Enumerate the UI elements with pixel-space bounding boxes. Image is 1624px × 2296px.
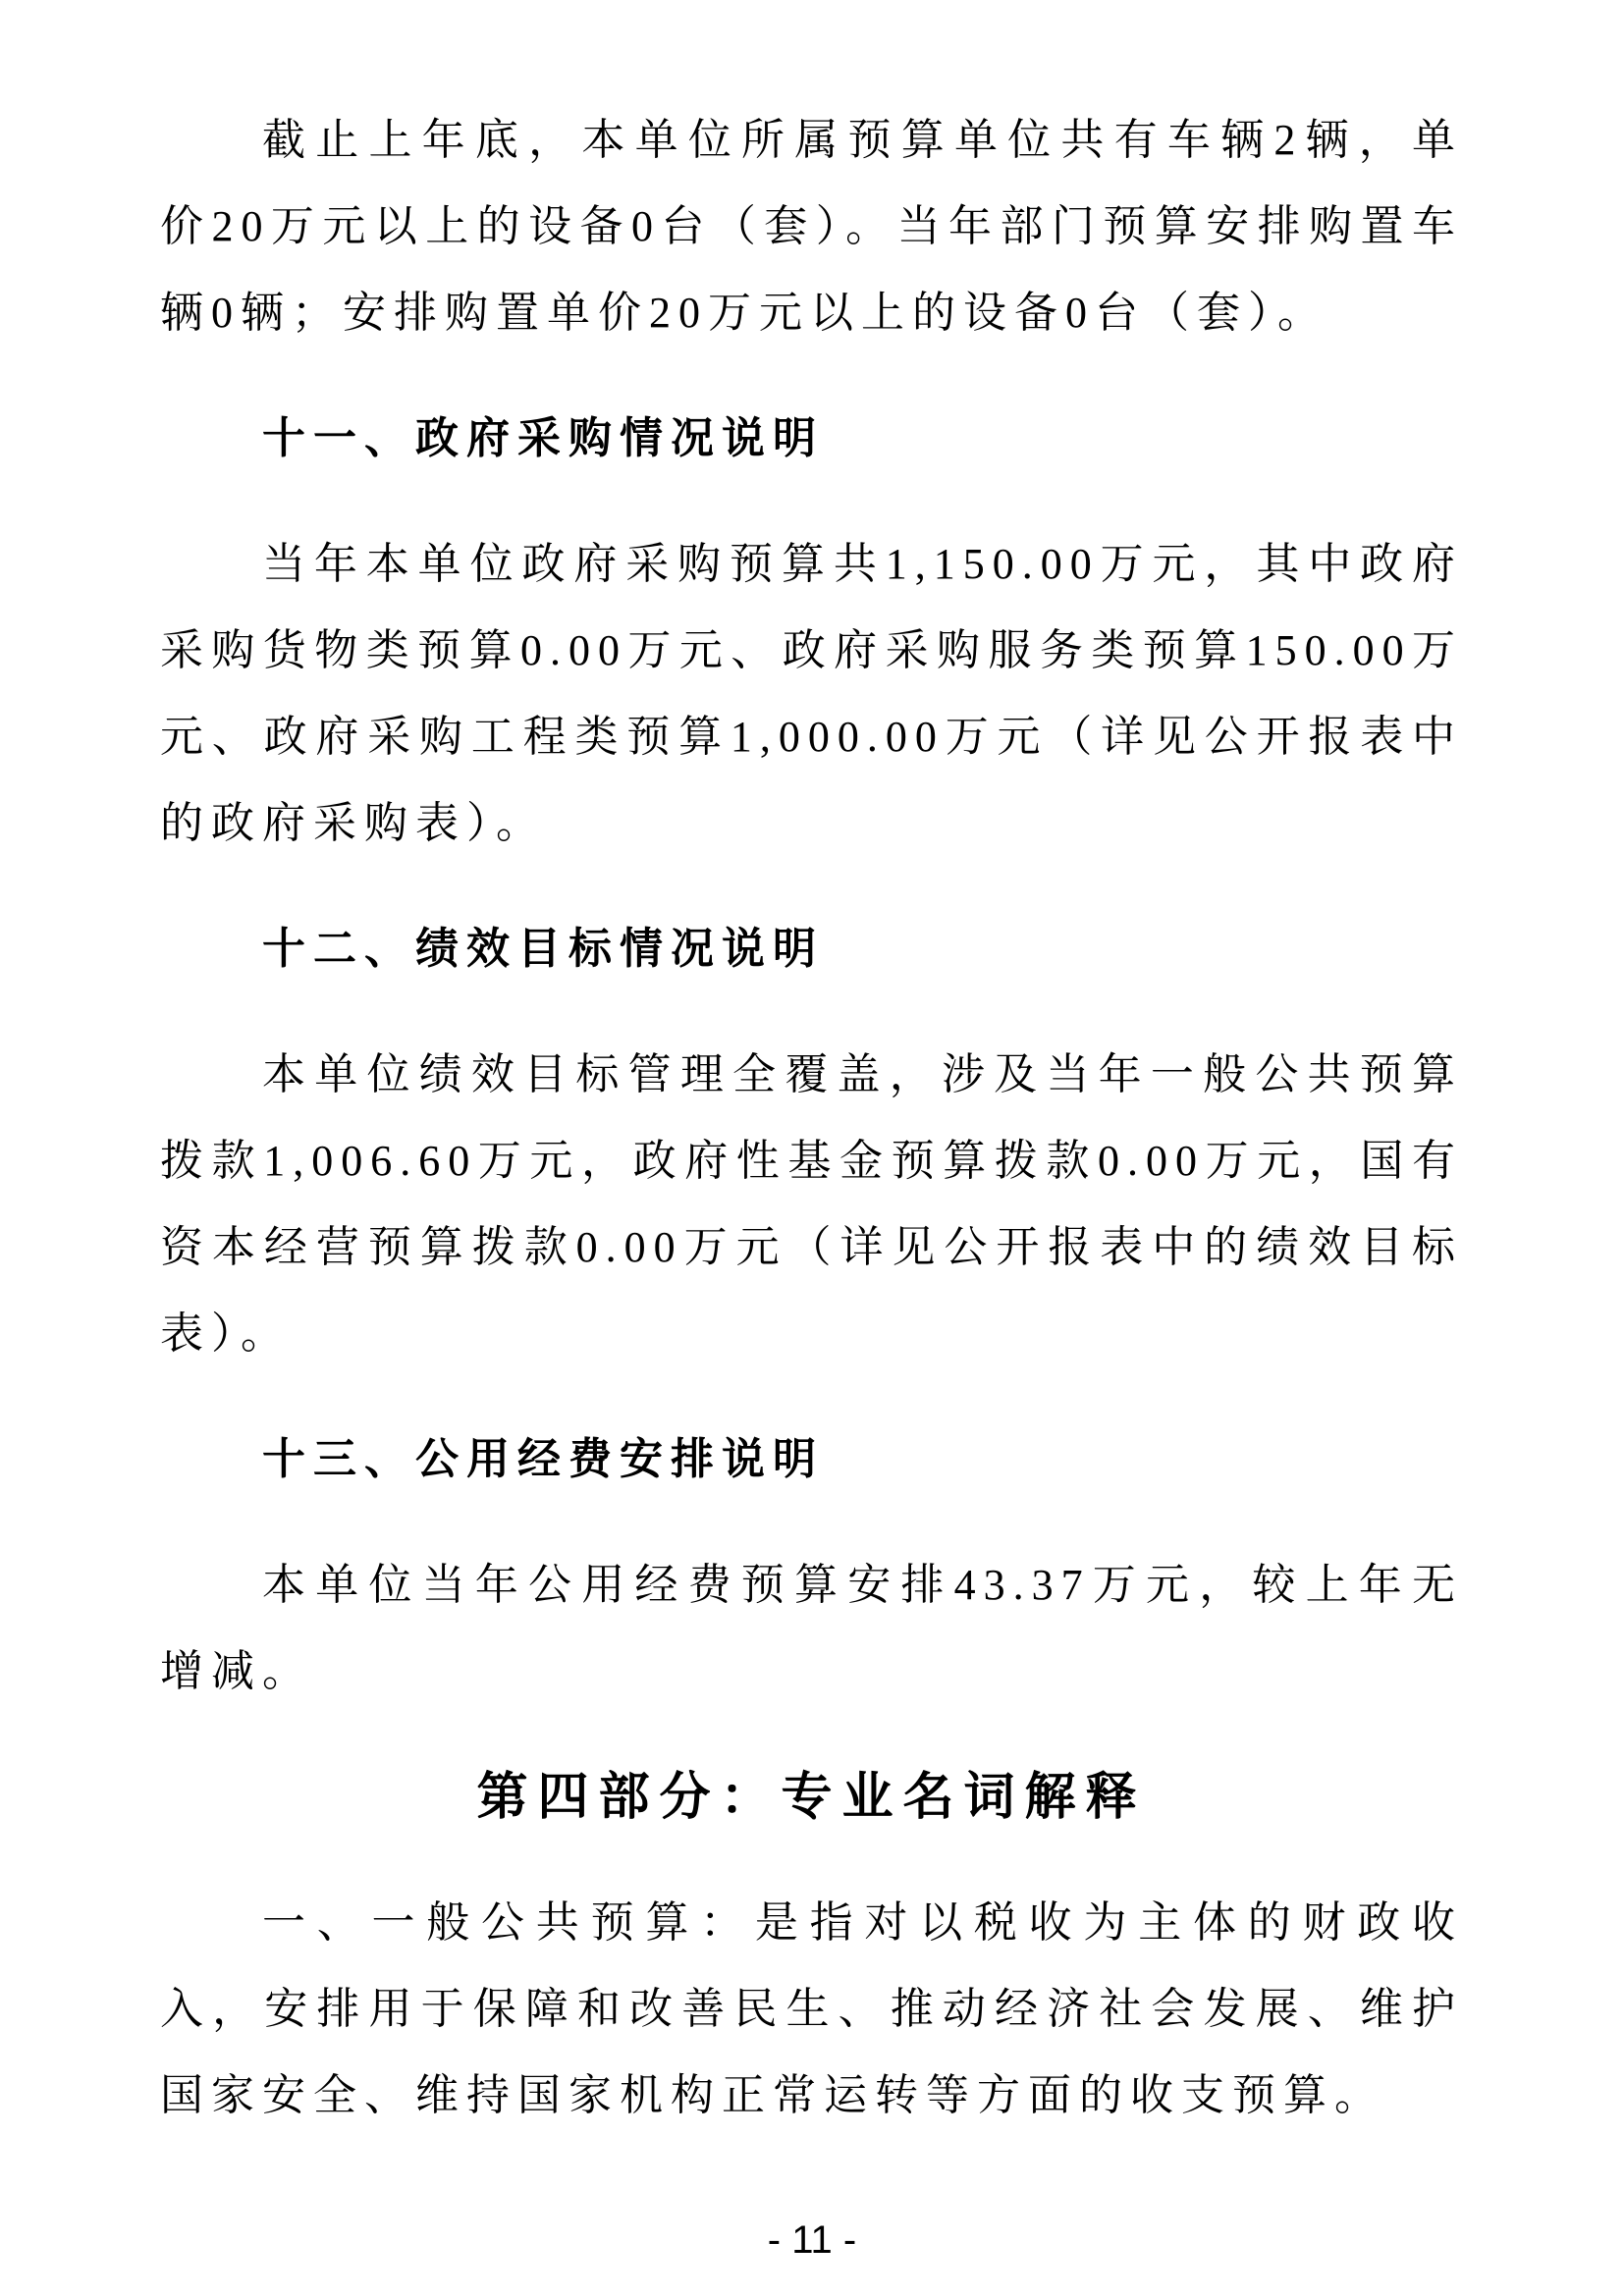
paragraph-term-general-public-budget: 一、一般公共预算：是指对以税收为主体的财政收入，安排用于保障和改善民生、推动经济社会发展、维护国家安全、维持国家机构正常运转等方面的收支预算。 <box>160 1898 1463 2119</box>
heading-section-13-public-funds: 十三、公用经费安排说明 <box>262 1435 824 1483</box>
paragraph-vehicles-equipment: 截止上年底，本单位所属预算单位共有车辆2辆，单价20万元以上的设备0台（套）。当年部门预算安排购置车辆0辆；安排购置单价20万元以上的设备0台（套）。 <box>160 116 1463 337</box>
page-footer <box>0 2216 1624 2264</box>
heading-part-4-glossary: 第四部分：专业名词解释 <box>476 1769 1147 1826</box>
page-number: - 11 - <box>767 2218 857 2262</box>
heading-section-11-gov-procurement: 十一、政府采购情况说明 <box>262 414 824 462</box>
paragraph-public-funds: 本单位当年公用经费预算安排43.37万元，较上年无增减。 <box>160 1561 1463 1695</box>
heading-section-12-performance-targets: 十二、绩效目标情况说明 <box>262 925 824 973</box>
paragraph-performance-targets: 本单位绩效目标管理全覆盖，涉及当年一般公共预算拨款1,006.60万元，政府性基金预算拨款0.00万元，国有资本经营预算拨款0.00万元（详见公开报表中的绩效目标表）。 <box>160 1050 1463 1358</box>
paragraph-gov-procurement: 当年本单位政府采购预算共1,150.00万元，其中政府采购货物类预算0.00万元、政府采购服务类预算150.00万元、政府采购工程类预算1,000.00万元（详见公开报表中的政府采购表）。 <box>160 540 1463 847</box>
document-body <box>160 97 1463 2139</box>
